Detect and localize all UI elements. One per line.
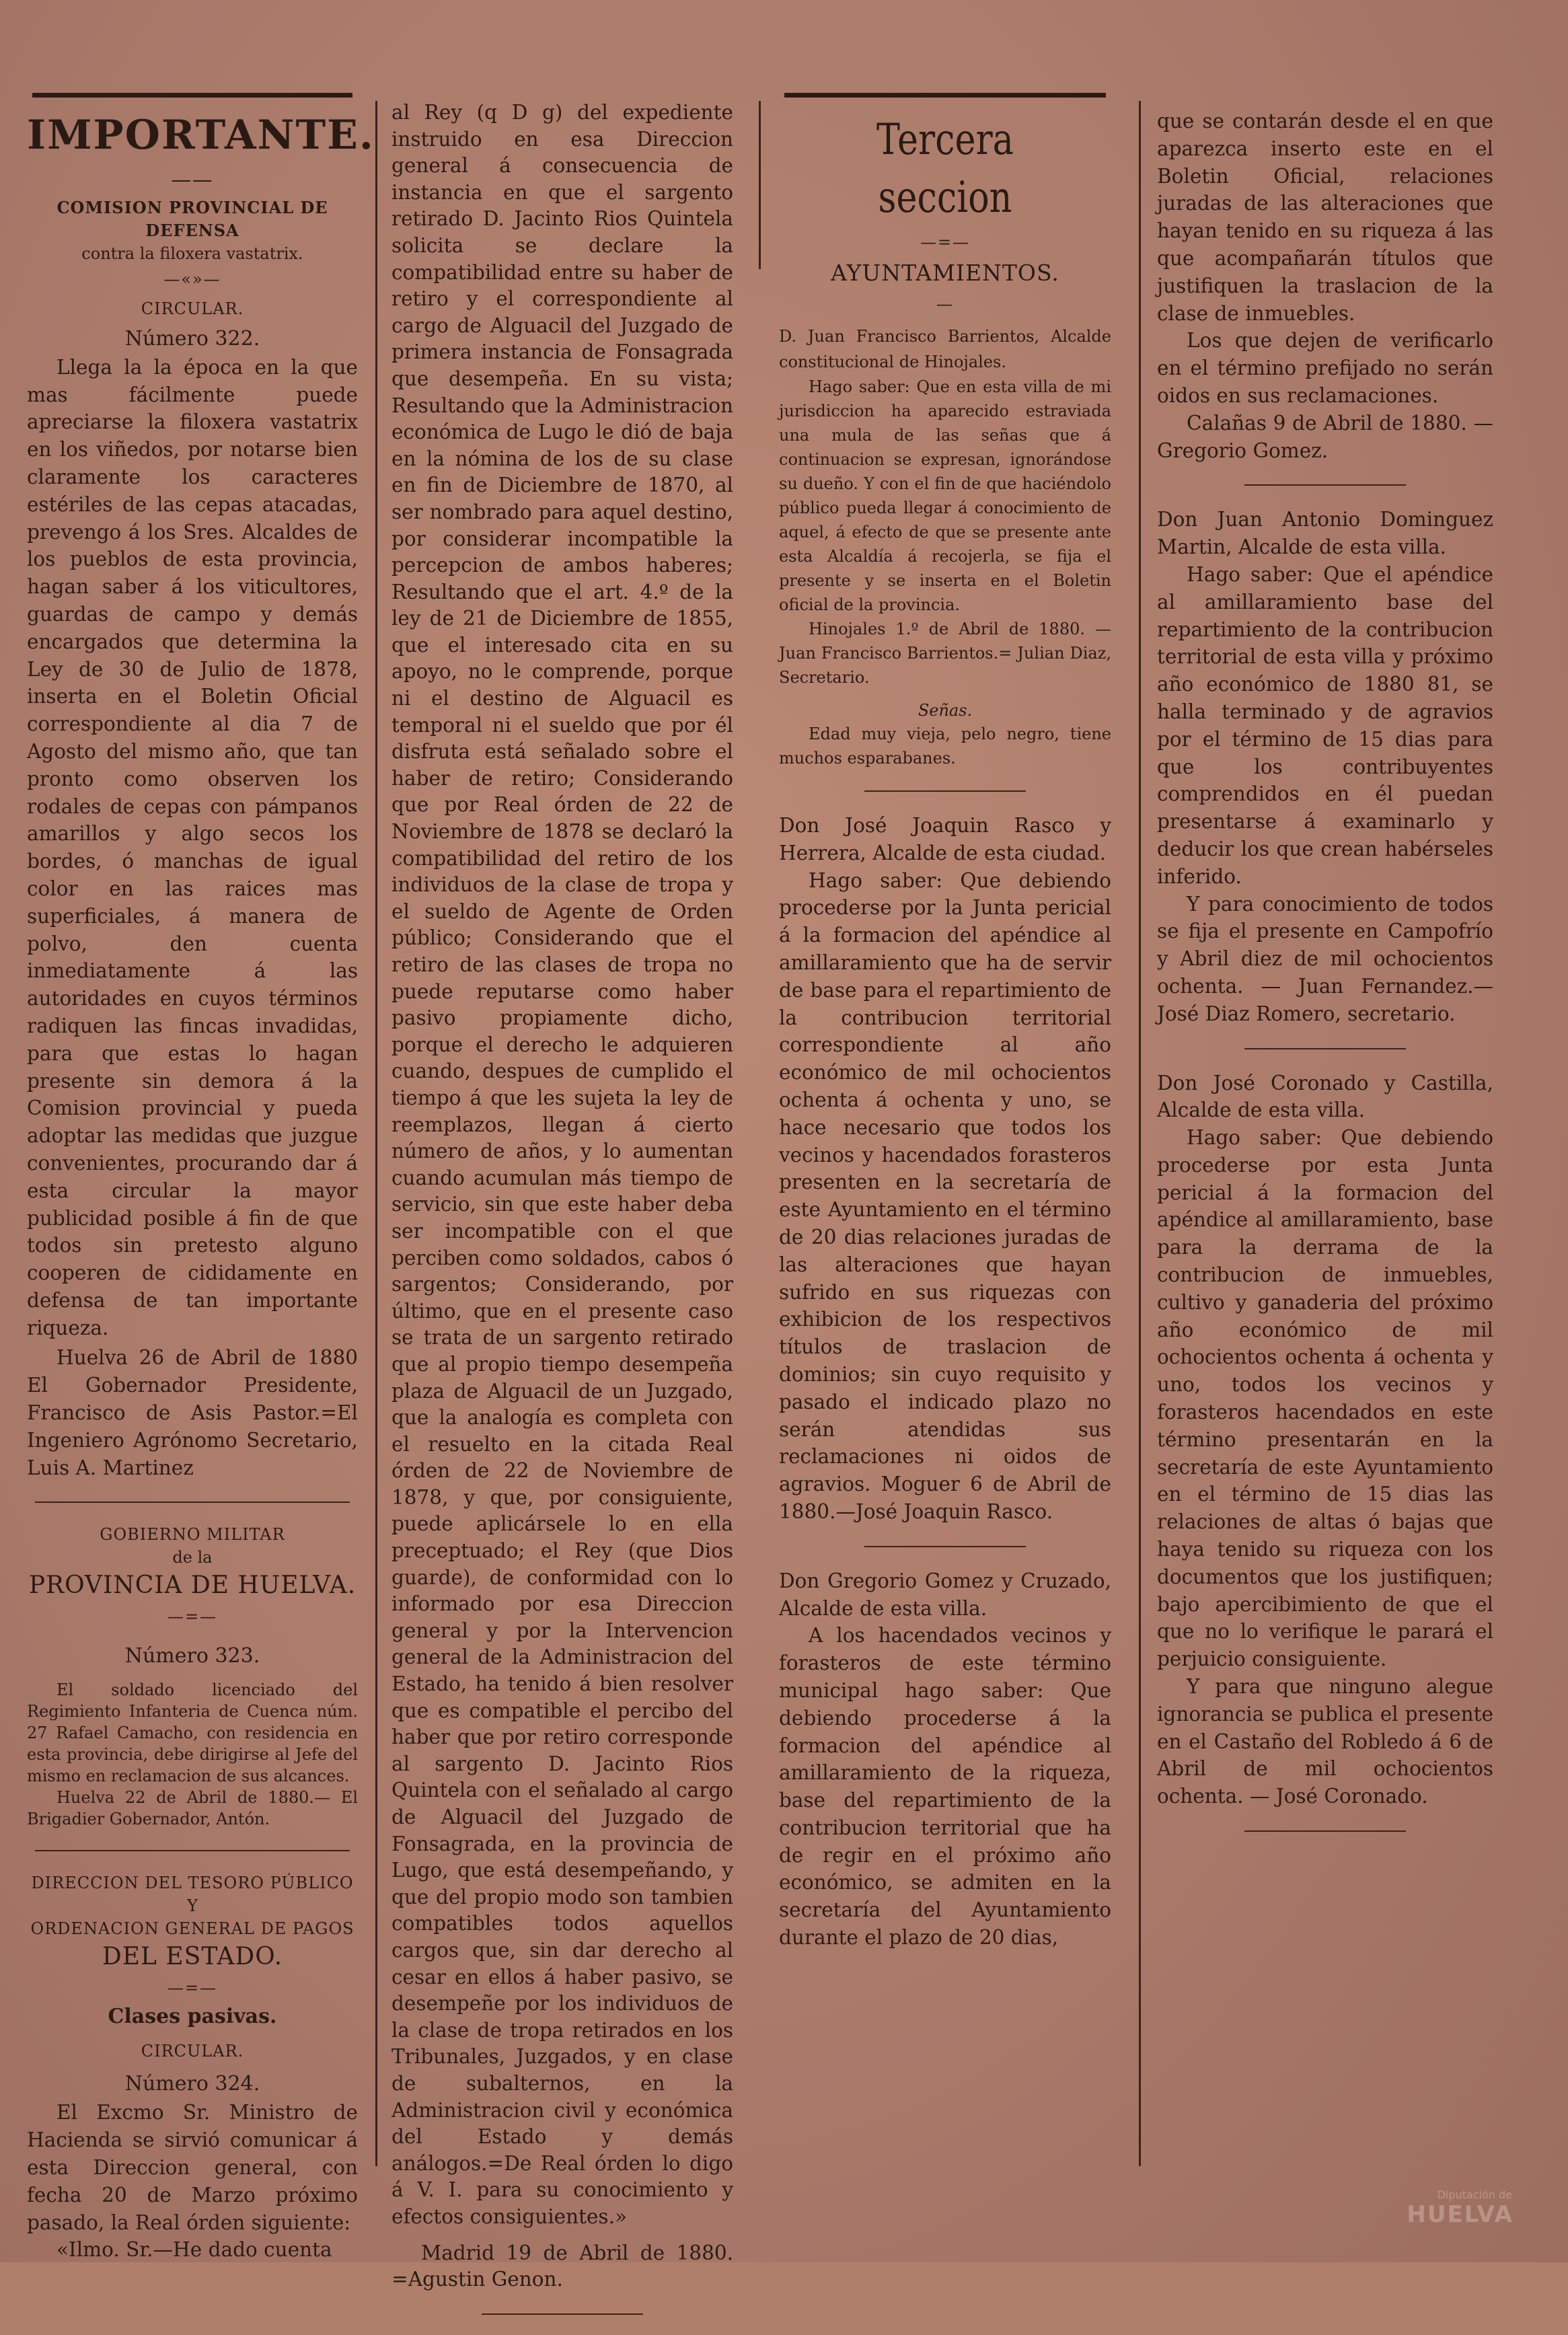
rule: [784, 93, 1106, 98]
treasury-heading-1: DIRECCION DEL TESORO PÚBLICO: [31, 1874, 354, 1893]
circular-label: CIRCULAR.: [141, 299, 244, 318]
campofrio-body: Hago saber: Que el apéndice al amillaramiento base del repartimiento de la contribucion territorial de esta villa y próximo año económico de 1880 81, se halla terminado y de agravios por el término de 15 dias para que los contribuyentes comprendidos en él puedan presentarse á examinarlo y deducir los que crean habérseles inferido.: [1157, 562, 1493, 888]
rule: [1244, 1048, 1406, 1049]
castano-heading: Don José Coronado y Castilla, Alcalde de esta villa.: [1157, 1071, 1493, 1122]
rule: [35, 1850, 350, 1851]
treasury-subheading: Clases pasivas.: [108, 2005, 277, 2029]
rule: [35, 1502, 350, 1503]
commission-subheading: contra la filoxera vastatrix.: [81, 244, 303, 263]
military-heading-2: de la: [172, 1548, 213, 1567]
military-body: El soldado licenciado del Regimiento Infanteria de Cuenca núm. 27 Rafael Camacho, con residencia en esta provincia, debe dirigirse al Jefe del mismo en reclamacion de sus alcances.: [27, 1680, 358, 1786]
archive-watermark: [1318, 2153, 1520, 2240]
calanas-body: A los hacendados vecinos y forasteros de este término municipal hago saber: Que debiendo procederse á la formacion del apéndice al amillaramiento de la riqueza, base del repartimiento de la contribucion territorial que ha de regir en el próximo año económico, se admiten en la secretaría del Ayuntamiento durante el plazo de 20 dias,: [779, 1624, 1111, 1950]
column-4: [1157, 108, 1493, 1852]
ayuntamientos-heading: AYUNTAMIENTOS.: [831, 260, 1059, 286]
section-title: Tercera seccion: [876, 115, 1014, 223]
castano-body: Hago saber: Que debiendo procederse por esta Junta pericial á la formacion del apéndice al amillaramiento, base para la derrama de la contribucion de inmuebles, cultivo y ganaderia del próximo año económico de mil ochocientos ochenta á ochenta y uno, todos los vecinos y forasteros hacendados en este término presentarán en la secretaría de este Ayuntamiento en el término de 15 dias las relaciones de altas ó bajas que haya tenido su riqueza con los documentos que los justifiquen; bajo apercibimiento de que el que no lo verifique le parará el perjuicio consiguiente.: [1157, 1126, 1493, 1671]
calanas-body-continued: que se contarán desde el en que aparezca inserto este en el Boletin Oficial, relaciones juradas de las alteraciones que hayan tenido en su riqueza á las que acompañarán títulos que justifiquen la traslacion de la clase de inmuebles.: [1157, 110, 1493, 325]
moguer-body: Hago saber: Que debiendo procederse por la Junta pericial á la formacion del apéndice al amillaramiento que ha de servir de base para el repartimiento de la contribucion territorial correspondiente al año económico de mil ochocientos ochenta á ochenta y uno, se hace necesario que todos los vecinos y hacendados forasteros presenten en la secretaría de este Ayuntamiento en el término de 20 dias relaciones juradas de las alteraciones que hayan sufrido en sus riquezas con exhibicion de los respectivos títulos de traslacion de dominios; sin cuyo requisito y pasado el indicado plazo no serán atendidas sus reclamaciones ni oidos de agravios. Moguer 6 de Abril de 1880.—José Joaquin Rasco.: [779, 868, 1111, 1523]
hinojales-body: Hago saber: Que en esta villa de mi jurisdiccion ha aparecido estraviada una mula de las señas que á continuacion se expresan, ignorándose su dueño. Y con el fin de que haciéndolo público pueda llegar á conocimiento de aquel, á efecto de que se presente ante esta Alcaldía á recojerla, se fija el presente y se inserta en el Boletin oficial de la provincia.: [779, 377, 1111, 614]
circular-signature: Huelva 26 de Abril de 1880 El Gobernador Presidente, Francisco de Asis Pastor.=El Ingeniero Agrónomo Secretario, Luis A. Martinez: [27, 1346, 358, 1479]
royal-order-signature: Madrid 19 de Abril de 1880. =Agustin Genon.: [391, 2241, 733, 2291]
column-2: [391, 100, 733, 2335]
rule: [1244, 484, 1406, 486]
separator: —=—: [167, 1607, 218, 1627]
commission-heading: COMISION PROVINCIAL DE DEFENSA: [57, 197, 328, 240]
separator: —=—: [920, 233, 971, 252]
rule: [864, 1546, 1026, 1547]
treasury-number: Número 324.: [124, 2072, 260, 2096]
column-divider: [1139, 101, 1141, 2166]
circular-body: Llega la la época en la que mas fácilmente puede apreciarse la filoxera vastatrix en los viñedos, por notarse bien claramente los caracteres estériles de las cepas atacadas, prevengo á los Sres. Alcaldes de los pueblos de esta provincia, hagan saber á los viticultores, guardas de campo y demás encargados que determina la Ley de 30 de Julio de 1878, inserta en el Boletin Oficial correspondiente al dia 7 de Agosto del mismo año, que tan pronto como observen los rodales de cepas con pámpanos amarillos y algo secos los bordes, ó manchas de igual color en las raices mas superficiales, á manera de polvo, den cuenta inmediatamente á las autoridades en cuyos términos radiquen las fincas invadidas, para que estas lo hagan presente sin demora á la Comision provincial y pueda adoptar las medidas que juzgue convenientes, procurando dar á esta circular la mayor publicidad posible á fin de que todos sin pretesto alguno cooperen de cididamente en defensa de tan importante riqueza.: [27, 355, 358, 1339]
treasury-quote-start: «Ilmo. Sr.—He dado cuenta: [57, 2238, 332, 2262]
column-1: [27, 81, 375, 2264]
rule: [482, 2313, 643, 2315]
circular-number: Número 322.: [124, 326, 260, 350]
watermark-text: HUELVA: [1407, 2201, 1514, 2228]
hinojales-senas-body: Edad muy vieja, pelo negro, tiene muchos esparabanes.: [779, 725, 1111, 768]
column-divider: [759, 101, 761, 269]
rule: [864, 790, 1026, 792]
importante-title: IMPORTANTE.: [27, 112, 375, 159]
military-number: Número 323.: [124, 1644, 260, 1668]
campofrio-body-2: Y para conocimiento de todos se fija el presente en Campofrío y Abril diez de mil ochocientos ochenta. — Juan Fernandez.—José Diaz Romero, secretario.: [1157, 892, 1493, 1025]
separator: —«»—: [163, 269, 221, 289]
watermark-subtext: Diputación de: [1437, 2188, 1512, 2201]
calanas-signature: Calañas 9 de Abril de 1880. —Gregorio Gomez.: [1157, 411, 1493, 462]
rule: [32, 93, 352, 98]
military-heading-3: PROVINCIA DE HUELVA.: [28, 1571, 357, 1600]
hinojales-heading: D. Juan Francisco Barrientos, Alcalde constitucional de Hinojales.: [779, 327, 1111, 371]
column-3: [779, 81, 1111, 1952]
military-signature: Huelva 22 de Abril de 1880.— El Brigadier Gobernador, Antón.: [27, 1788, 358, 1829]
hinojales-signature: Hinojales 1.º de Abril de 1880. —Juan Francisco Barrientos.= Julian Diaz, Secretario.: [779, 620, 1111, 687]
separator: —: [936, 295, 954, 313]
separator: ——: [171, 168, 214, 191]
treasury-heading-2: Y: [187, 1896, 198, 1916]
separator: —=—: [167, 1978, 218, 1998]
calanas-body-continued-2: Los que dejen de verificarlo en el término prefijado no serán oidos en sus reclamaciones.: [1157, 329, 1493, 407]
treasury-circular-label: CIRCULAR.: [141, 2042, 244, 2061]
moguer-heading: Don José Joaquin Rasco y Herrera, Alcalde de esta ciudad.: [779, 814, 1111, 864]
royal-order-body: al Rey (q D g) del expediente instruido en esa Direccion general á consecuencia de instancia en que el sargento retirado D. Jacinto Rios Quintela solicita se declare la compatibilidad entre su haber de retiro y el correspondiente al cargo de Alguacil del Juzgado de primera instancia de Fonsagrada que desempeña. En su vista; Resultando que la Administracion económica de Lugo le dió de baja en la nómina de los de su clase en fin de Diciembre de 1870, al ser nombrado para aquel destino, por considerar incompatible la percepcion de ambos haberes; Resultando que el art. 4.º de la ley de 21 de Diciembre de 1855, que el interesado cita en su apoyo, no le comprende, porque ni el destino de Alguacil es temporal ni el sueldo que por él disfruta está señalado sobre el haber de retiro; Considerando que por Real órden de 22 de Noviembre de 1878 se declaró la compatibilidad del retiro de los individuos de la clase de tropa y el sueldo de Agente de Orden público; Considerando que el retiro de las clases de tropa no puede reputarse como haber pasivo propiamente dicho, porque el derecho le adquieren cuando, despues de cumplido el tiempo á que les sujeta la ley de reemplazos, llegan á cierto número de años, y lo aumentan cuando acumulan más tiempo de servicio, sin que este haber deba ser incompatible con el que perciben como soldados, cabos ó sargentos; Considerando, por último, que en el presente caso se trata de un sargento retirado que al propio tiempo desempeña plaza de Alguacil de un Juzgado, que la analogía es completa con el resuelto en la citada Real órden de 22 de Noviembre de 1878, y que, por consiguiente, puede aplicársele lo en ella preceptuado; el Rey (que Dios guarde), de conformidad con lo informado por esa Direccion general y por la Intervencion general de la Administracion del Estado, ha tenido á bien resolver que es compatible el percibo del haber que por retiro corresponde al sargento D. Jacinto Rios Quintela con el señalado al cargo de Alguacil del Juzgado de Fonsagrada, en la provincia de Lugo, que está desempeñando, y que del propio modo son tambien compatibles todos aquellos cargos que, sin dar derecho al cesar en ellos á haber pasivo, se desempeñe por los individuos de la clase de tropa retirados en los Tribunales, Juzgados, y en clase de subalternos, en la Administracion civil y económica del Estado y demás análogos.=De Real órden lo digo á V. I. para su conocimiento y efectos consiguientes.»: [391, 101, 733, 2228]
hinojales-senas-label: Señas.: [918, 701, 973, 720]
treasury-body: El Excmo Sr. Ministro de Hacienda se sirvió comunicar á esta Direccion general, con fecha 20 de Marzo próximo pasado, la Real órden siguiente:: [27, 2101, 358, 2234]
rule: [1244, 1830, 1406, 1832]
campofrio-heading: Don Juan Antonio Dominguez Martin, Alcalde de esta villa.: [1157, 508, 1493, 559]
castano-body-2: Y para que ninguno alegue ignorancia se publica el presente en el Castaño del Robledo á 6 de Abril de mil ochocientos ochenta. — José Coronado.: [1157, 1675, 1493, 1808]
treasury-heading-3: ORDENACION GENERAL DE PAGOS: [30, 1919, 354, 1939]
calanas-heading: Don Gregorio Gomez y Cruzado, Alcalde de esta villa.: [779, 1569, 1111, 1620]
column-divider: [375, 101, 377, 2166]
treasury-heading-4: DEL ESTADO.: [102, 1943, 283, 1971]
military-heading-1: GOBIERNO MILITAR: [100, 1525, 285, 1545]
